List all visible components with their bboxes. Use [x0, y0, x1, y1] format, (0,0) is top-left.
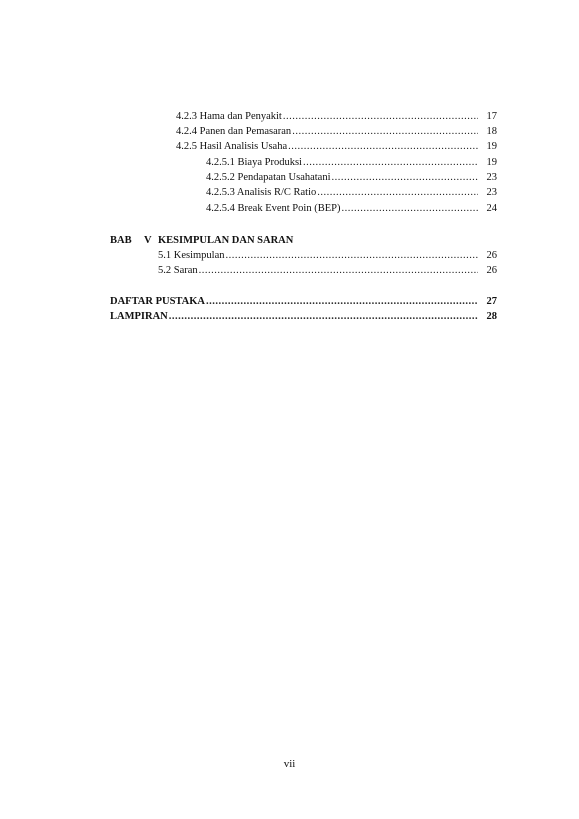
toc-entry-4-2-5-4 [206, 201, 497, 217]
dot-leader [199, 263, 478, 279]
dot-leader [303, 155, 478, 171]
toc-entry-4-2-5-2 [206, 170, 497, 186]
toc-entry-lampiran [110, 309, 497, 325]
toc-entry-4-2-5-1 [206, 155, 497, 171]
toc-entry-title: 4.2.4 Panen dan Pemasaran [176, 126, 292, 137]
toc-entry-page: 28 [486, 311, 497, 322]
dot-leader [317, 185, 478, 201]
toc-entry-page: 24 [486, 203, 497, 214]
dot-leader [341, 201, 478, 217]
toc-entry-title: 4.2.5.1 Biaya Produksi [206, 157, 302, 168]
toc-entry-page: 27 [486, 296, 497, 307]
toc-entry-page: 19 [486, 141, 497, 152]
toc-entry-5-1 [158, 248, 497, 264]
toc-entry-daftar-pustaka [110, 294, 497, 310]
dot-leader [288, 139, 478, 155]
toc-entry-page: 18 [486, 126, 497, 137]
toc-entry-4-2-5-3 [206, 185, 497, 201]
chapter-label: BAB [110, 235, 132, 246]
toc-entry-title: 4.2.5.4 Break Event Poin (BEP) [206, 203, 341, 214]
toc-entry-page: 23 [486, 187, 497, 198]
toc-entry-title: DAFTAR PUSTAKA [110, 296, 205, 307]
toc-entry-page: 19 [486, 157, 497, 168]
toc-entry-title: 5.1 Kesimpulan [158, 250, 225, 261]
page-number: vii [283, 758, 296, 770]
toc-entry-5-2 [158, 263, 497, 279]
chapter-heading [110, 233, 293, 249]
chapter-title: KESIMPULAN DAN SARAN [158, 235, 294, 246]
toc-entry-page: 26 [486, 250, 497, 261]
toc-entry-4-2-4 [176, 124, 497, 140]
toc-entry-page: 17 [486, 111, 497, 122]
chapter-number: V [144, 235, 152, 246]
toc-entry-title: 4.2.5 Hasil Analisis Usaha [176, 141, 288, 152]
dot-leader [226, 248, 479, 264]
toc-entry-title: 4.2.5.2 Pendapatan Usahatani [206, 172, 331, 183]
toc-entry-page: 23 [486, 172, 497, 183]
dot-leader [283, 109, 478, 125]
toc-entry-title: 5.2 Saran [158, 265, 198, 276]
toc-entry-title: 4.2.3 Hama dan Penyakit [176, 111, 282, 122]
toc-entry-title: 4.2.5.3 Analisis R/C Ratio [206, 187, 317, 198]
toc-entry-4-2-5 [176, 139, 497, 155]
toc-entry-4-2-3 [176, 109, 497, 125]
dot-leader [169, 309, 478, 325]
toc-entry-page: 26 [486, 265, 497, 276]
dot-leader [206, 294, 478, 310]
dot-leader [332, 170, 478, 186]
dot-leader [292, 124, 478, 140]
toc-entry-title: LAMPIRAN [110, 311, 168, 322]
